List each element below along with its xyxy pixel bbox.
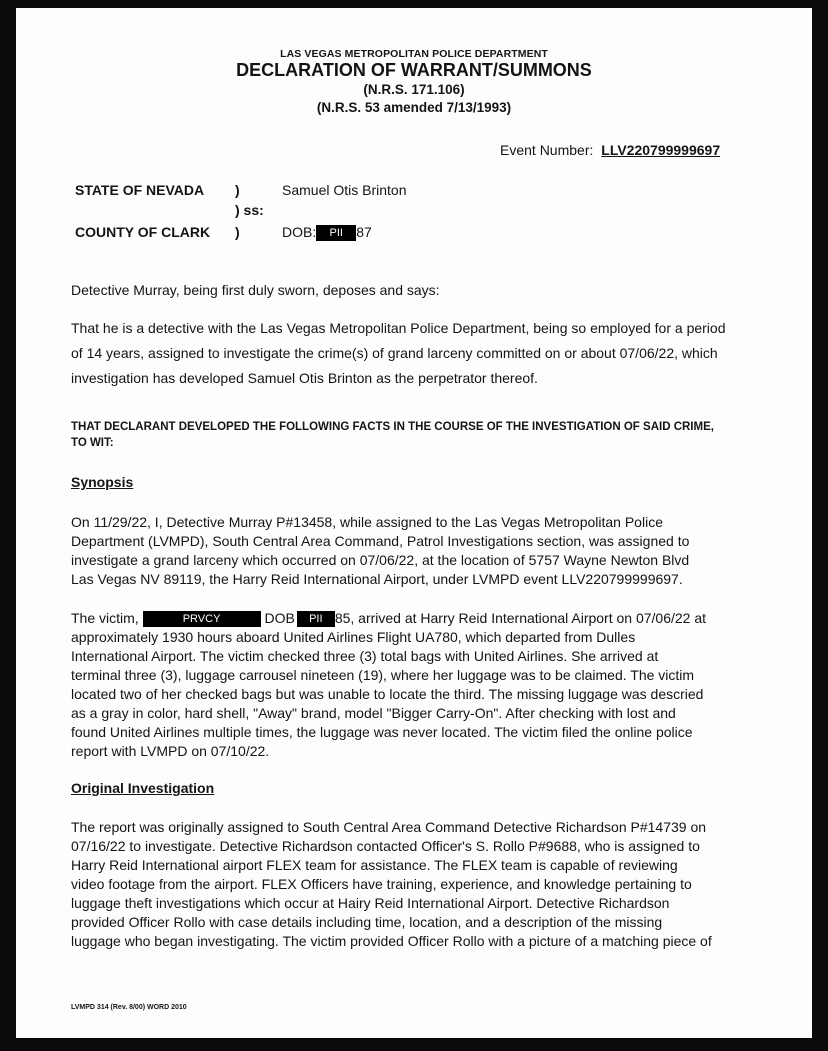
- victim-prefix: The victim,: [71, 610, 139, 626]
- dob-label: DOB:: [282, 224, 317, 240]
- synopsis-line: investigate a grand larceny which occurred on 07/06/22, at the location of 5757 Wayne Newton Blvd: [71, 552, 690, 568]
- declaration-line: of 14 years, assigned to investigate the crime(s) of grand larceny committed on or about 07/06/22, which: [71, 345, 718, 361]
- dob-tail: 87: [356, 224, 372, 240]
- form-footer: LVMPD 314 (Rev. 8/00) WORD 2010: [71, 1004, 187, 1011]
- victim-line: found United Airlines multiple times, the luggage was never located. The victim filed the online police: [71, 724, 693, 740]
- event-number-block: [500, 142, 720, 158]
- original-line: provided Officer Rollo with case details including time, location, and a description of the missing: [71, 914, 663, 930]
- original-line: video footage from the airport. FLEX Officers have training, experience, and knowledge pertaining to: [71, 876, 692, 892]
- victim-line: report with LVMPD on 07/10/22.: [71, 743, 270, 759]
- synopsis-line: Department (LVMPD), South Central Area Command, Patrol Investigations section, was assigned to: [71, 533, 690, 549]
- declaration-line: investigation has developed Samuel Otis Brinton as the perpetrator thereof.: [71, 370, 538, 386]
- event-number-label: Event Number:: [500, 142, 594, 158]
- original-line: luggage who began investigating. The victim provided Officer Rollo with a picture of a matching piece of: [71, 933, 712, 949]
- caption-paren-1: ): [235, 182, 240, 198]
- original-line: Harry Reid International airport FLEX team for assistance. The FLEX team is capable of reviewing: [71, 857, 678, 873]
- statute-line-1: (N.R.S. 171.106): [363, 82, 465, 97]
- caption-paren-2: ): [235, 224, 240, 240]
- document-page: [16, 8, 812, 1038]
- statute-line-2: (N.R.S. 53 amended 7/13/1993): [316, 100, 512, 115]
- agency-name: LAS VEGAS METROPOLITAN POLICE DEPARTMENT: [280, 48, 548, 60]
- facts-heading-line: THAT DECLARANT DEVELOPED THE FOLLOWING FACTS IN THE COURSE OF THE INVESTIGATION OF SAID CRIME,: [71, 421, 714, 433]
- original-investigation-heading: Original Investigation: [71, 780, 215, 796]
- victim-line: International Airport. The victim checked three (3) total bags with United Airlines. She arrived at: [71, 648, 659, 664]
- victim-dob-label: DOB: [264, 610, 295, 626]
- victim-dob-redaction: PII: [297, 611, 335, 627]
- defendant-dob: [282, 224, 372, 241]
- original-line: The report was originally assigned to South Central Area Command Detective Richardson P#14739 on: [71, 819, 707, 835]
- dob-redaction: PII: [316, 225, 356, 241]
- caption-state: STATE OF NEVADA: [75, 182, 205, 198]
- defendant-name: Samuel Otis Brinton: [282, 182, 407, 198]
- victim-line: located two of her checked bags but was unable to locate the third. The missing luggage was descried: [71, 686, 704, 702]
- victim-first-line: [71, 610, 706, 627]
- victim-line: as a gray in color, hard shell, "Away" brand, model "Bigger Carry-On". After checking with lost and: [71, 705, 676, 721]
- synopsis-line: On 11/29/22, I, Detective Murray P#13458, while assigned to the Las Vegas Metropolitan Police: [71, 514, 663, 530]
- caption-ss: ) ss:: [235, 202, 264, 218]
- original-line: 07/16/22 to investigate. Detective Richardson contacted Officer's S. Rollo P#9688, who is assigned to: [71, 838, 700, 854]
- victim-line: terminal three (3), luggage carrousel nineteen (19), where her luggage was to be claimed. The victim: [71, 667, 695, 683]
- intro-statement: Detective Murray, being first duly sworn, deposes and says:: [71, 282, 440, 298]
- victim-line-tail: 85, arrived at Harry Reid International Airport on 07/06/22 at: [334, 610, 707, 626]
- synopsis-heading: Synopsis: [71, 474, 134, 490]
- original-line: luggage theft investigations which occur at Hairy Reid International Airport. Detective Richardson: [71, 895, 670, 911]
- document-title: DECLARATION OF WARRANT/SUMMONS: [236, 60, 592, 80]
- synopsis-line: Las Vegas NV 89119, the Harry Reid International Airport, under LVMPD event LLV220799999697.: [71, 571, 683, 587]
- victim-name-redaction: PRVCY: [143, 611, 261, 627]
- facts-heading-line: TO WIT:: [71, 437, 114, 449]
- event-number: LLV220799999697: [601, 142, 721, 158]
- caption-county: COUNTY OF CLARK: [75, 224, 211, 240]
- declaration-line: That he is a detective with the Las Vegas Metropolitan Police Department, being so employed for a period: [71, 320, 726, 336]
- victim-line: approximately 1930 hours aboard United Airlines Flight UA780, which departed from Dulles: [71, 629, 636, 645]
